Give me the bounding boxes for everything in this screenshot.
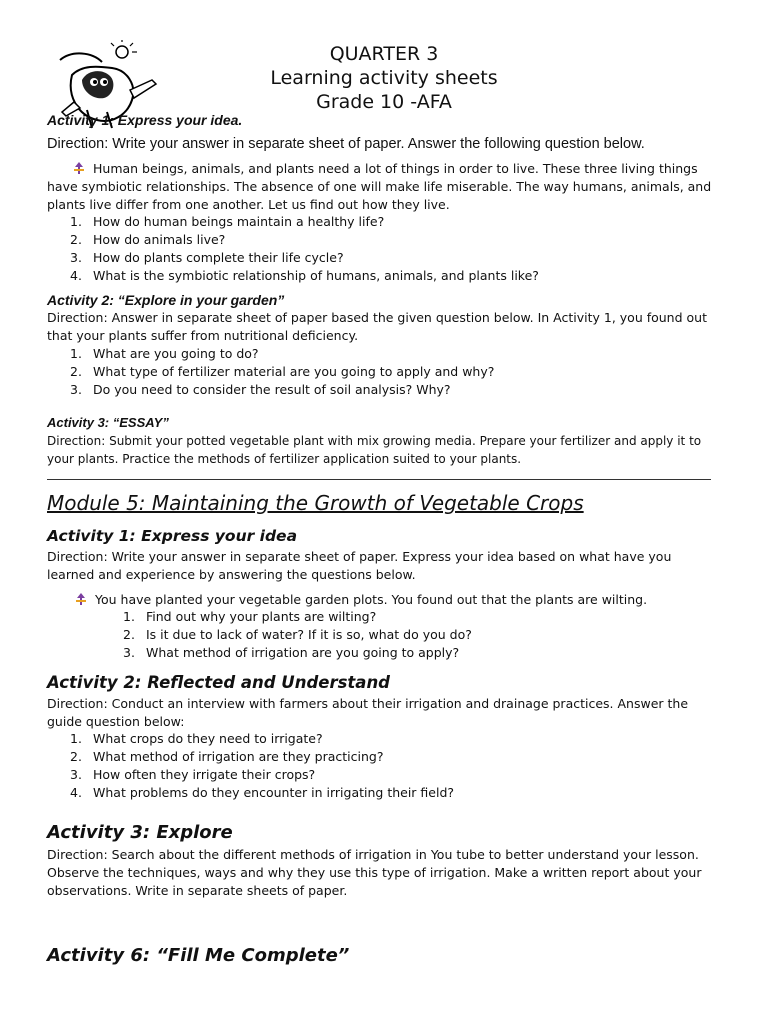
list-item: 2. Is it due to lack of water? If it is so, what do you do? — [123, 627, 472, 642]
module-5-activity-1-title: Activity 1: Express your idea — [47, 527, 298, 545]
section-divider — [47, 479, 711, 480]
bullet-arrow-icon — [73, 162, 85, 174]
activity-1-bullet-text: Human beings, animals, and plants need a lot of things in order to live. These three living things have symbiotic relationships. The absence of one will make life miserable. The way humans, animals, and plants live differ from one another. Let us find out how they live. — [47, 161, 712, 212]
list-item: 3. How often they irrigate their crops? — [70, 767, 316, 782]
activity-2-direction: Direction: Answer in separate sheet of paper based the given question below. In Activity 1, you found out that your plants suffer from nutritional deficiency. — [47, 310, 707, 343]
list-item: 4. What problems do they encounter in irrigating their field? — [70, 785, 455, 800]
header-subtitle: Learning activity sheets — [270, 67, 498, 89]
bullet-arrow-icon — [75, 593, 87, 605]
list-item: 2. What method of irrigation are they practicing? — [70, 749, 384, 764]
module-5-activity-3-title: Activity 3: Explore — [47, 822, 233, 843]
activity-2-question-list — [47, 345, 717, 399]
header-title — [0, 42, 768, 114]
module-5-activity-6-title: Activity 6: “Fill Me Complete” — [47, 945, 350, 966]
module-5-activity-2-direction: Direction: Conduct an interview with farmers about their irrigation and drainage practices. Answer the guide question below: — [47, 696, 689, 729]
activity-1-bullet-paragraph — [47, 160, 717, 214]
list-item: 2. What type of fertilizer material are you going to apply and why? — [70, 364, 495, 379]
list-item: 3. Do you need to consider the result of soil analysis? Why? — [70, 382, 451, 397]
header-grade: Grade 10 -AFA — [316, 91, 452, 113]
activity-1-title: Activity 1: Express your idea. — [47, 112, 243, 128]
module-5-activity-1-question-list — [100, 608, 700, 662]
header-quarter: QUARTER 3 — [329, 43, 439, 65]
list-item: 4. What is the symbiotic relationship of humans, animals, and plants like? — [70, 268, 539, 283]
activity-3-title: Activity 3: “ESSAY” — [47, 415, 169, 430]
module-5-activity-1-bullet — [47, 591, 717, 609]
module-5-activity-1-direction: Direction: Write your answer in separate sheet of paper. Express your idea based on what have you learned and experience by answering the questions below. — [47, 549, 672, 582]
activity-1-question-list — [47, 213, 717, 285]
module-5-activity-2-question-list — [47, 730, 717, 802]
module-5-activity-3-direction: Direction: Search about the different methods of irrigation in You tube to better understand your lesson. Observe the techniques, ways and why they use this type of irrigation. Make a written report about your observations. Write in separate sheets of paper. — [47, 847, 702, 898]
list-item: 3. How do plants complete their life cycle? — [70, 250, 344, 265]
list-item: 1. How do human beings maintain a healthy life? — [70, 214, 385, 229]
activity-1-direction: Direction: Write your answer in separate sheet of paper. Answer the following question below. — [47, 136, 645, 152]
module-5-title: Module 5: Maintaining the Growth of Vegetable Crops — [47, 491, 584, 515]
activity-2-title: Activity 2: “Explore in your garden” — [47, 292, 285, 308]
list-item: 1. What crops do they need to irrigate? — [70, 731, 323, 746]
module-5-activity-1-bullet-text: You have planted your vegetable garden plots. You found out that the plants are wilting. — [95, 592, 648, 607]
activity-3-direction — [47, 432, 717, 468]
list-item: 1. What are you going to do? — [70, 346, 259, 361]
activity-3-direction-text: : Submit your potted vegetable plant with mix growing media. Prepare your fertilizer and apply it to your plants. Practice the methods of fertilizer application suited to your plants. — [47, 434, 702, 466]
list-item: 2. How do animals live? — [70, 232, 226, 247]
module-5-activity-2-title: Activity 2: Reflected and Understand — [47, 673, 390, 692]
activity-3-direction-label: Direction — [47, 434, 102, 448]
list-item: 1. Find out why your plants are wilting? — [123, 609, 377, 624]
list-item: 3. What method of irrigation are you going to apply? — [123, 645, 460, 660]
